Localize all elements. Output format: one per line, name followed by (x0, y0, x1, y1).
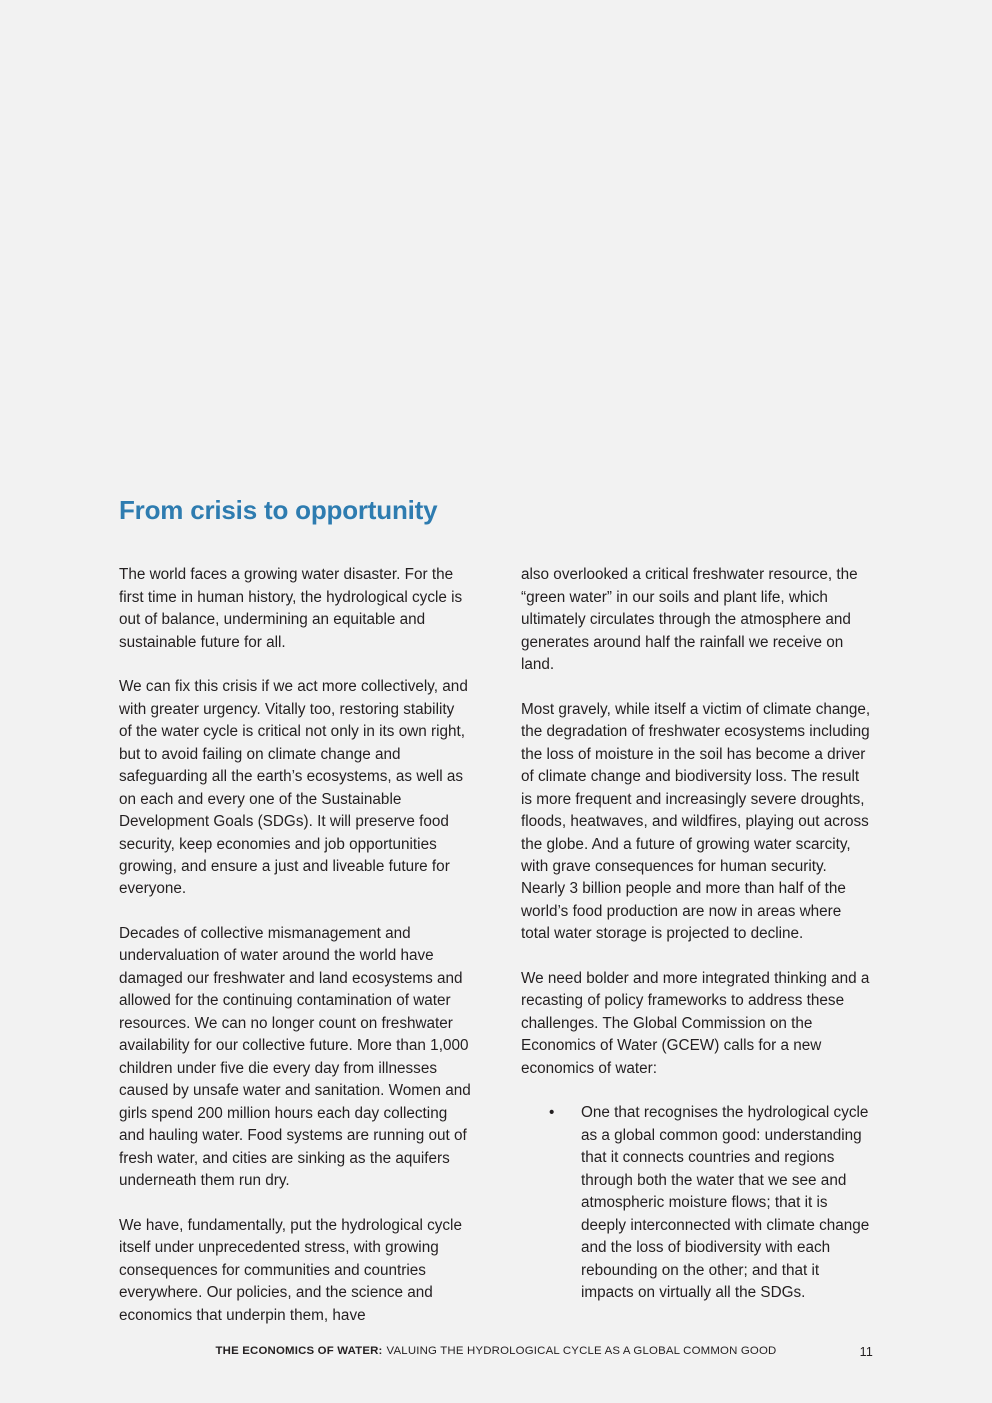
bullet-list (521, 1102, 873, 1304)
right-column (521, 564, 873, 1327)
paragraph: Decades of collective mismanagement and undervaluation of water around the world have damaged our freshwater and land ecosystems and allowed for the continuing contamination of water resources. We can no longer count on freshwater availability for our collective future. More than 1,000 children under five die every day from illnesses caused by unsafe water and sanitation. Women and girls spend 200 million hours each day collecting and hauling water. Food systems are running out of fresh water, and cities are sinking as the aquifers underneath them run dry. (119, 924, 471, 1190)
footer-title-strong: THE ECONOMICS OF WATER: (215, 1345, 383, 1357)
paragraph: also overlooked a critical freshwater resource, the “green water” in our soils and plant life, which ultimately circulates through the atmosphere and generates around half the rainfall we receive on land. (521, 566, 858, 674)
two-column-body (119, 564, 873, 1327)
paragraph: We have, fundamentally, put the hydrological cycle itself under unprecedented stress, with growing consequences for communities and countries everywhere. Our policies, and the science and economics that underpin them, have (119, 1216, 462, 1324)
page-content (119, 495, 873, 1327)
page-number: 11 (859, 1345, 873, 1359)
page-footer (119, 1345, 873, 1357)
paragraph: We need bolder and more integrated thinking and a recasting of policy frameworks to address these challenges. The Global Commission on the Economics of Water (GCEW) calls for a new economics of water: (521, 969, 870, 1077)
list-item: • One that recognises the hydrological cycle as a global common good: understanding that it connects countries and regions through both the water that we see and atmospheric moisture flows; that it is deeply interconnected with climate change and the loss of biodiversity with each rebounding on the other; and that it impacts on virtually all the SDGs. (539, 1102, 873, 1304)
footer-title-rest: VALUING THE HYDROLOGICAL CYCLE AS A GLOBAL COMMON GOOD (386, 1345, 777, 1357)
page-title: From crisis to opportunity (119, 495, 438, 525)
paragraph: The world faces a growing water disaster. For the first time in human history, the hydrological cycle is out of balance, undermining an equitable and sustainable future for all. (119, 566, 463, 651)
paragraph: Most gravely, while itself a victim of climate change, the degradation of freshwater ecosystems including the loss of moisture in the soil has become a driver of climate change and biodiversity loss. The result is more frequent and increasingly severe droughts, floods, heatwaves, and wildfires, playing out across the globe. And a future of growing water scarcity, with grave consequences for human security. Nearly 3 billion people and more than half of the world’s food production are now in areas where total water storage is projected to decline. (521, 700, 871, 943)
left-column (119, 564, 471, 1327)
paragraph: We can fix this crisis if we act more collectively, and with greater urgency. Vitally too, restoring stability of the water cycle is critical not only in its own right, but to avoid failing on climate change and safeguarding all the earth’s ecosystems, as well as on each and every one of the Sustainable Development Goals (SDGs). It will preserve food security, keep economies and job opportunities growing, and ensure a just and liveable future for everyone. (119, 678, 468, 898)
